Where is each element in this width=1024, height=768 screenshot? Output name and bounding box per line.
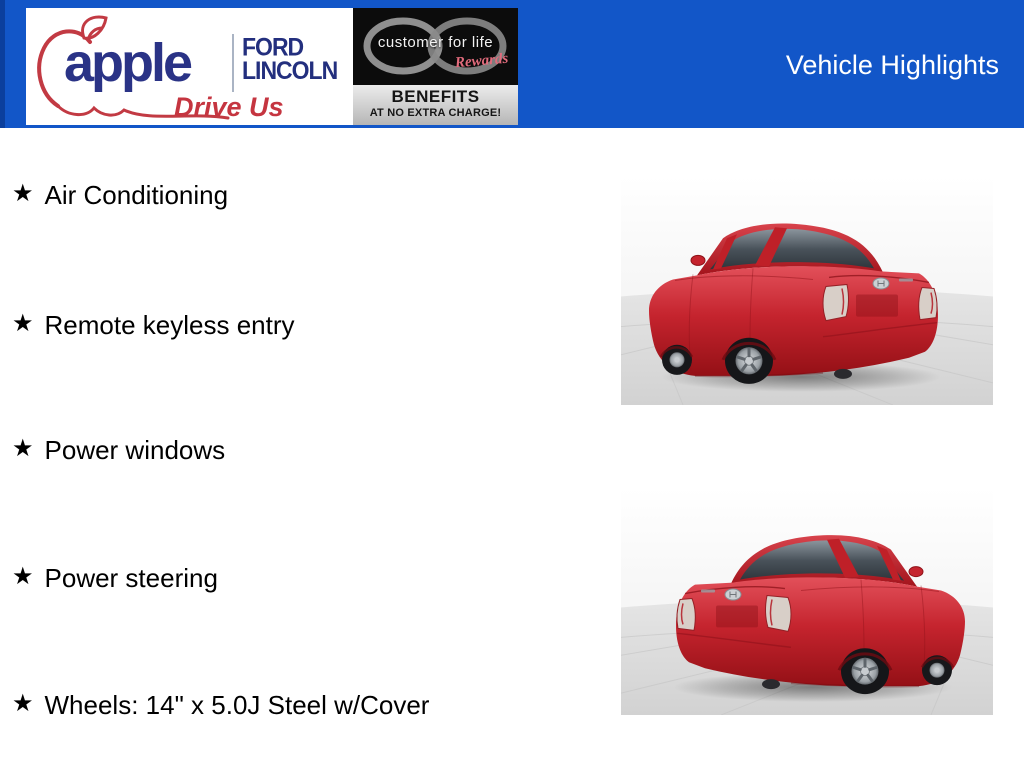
star-icon: ★ — [12, 180, 34, 207]
make-wordmark — [242, 32, 338, 85]
logo-divider — [232, 34, 234, 92]
benefits-label: BENEFITS — [391, 87, 480, 106]
make-line-ford: FORD — [242, 32, 304, 61]
star-icon: ★ — [12, 563, 34, 590]
star-icon: ★ — [12, 435, 34, 462]
highlight-label: Air Conditioning — [44, 179, 229, 210]
make-line-lincoln: LINCOLN — [242, 56, 338, 85]
highlight-item — [12, 688, 429, 722]
highlight-label: Power windows — [44, 434, 226, 465]
highlight-label: Remote keyless entry — [44, 309, 295, 340]
vehicle-photo-rear-driver-side — [621, 176, 993, 405]
customer-for-life-label: customer for life — [377, 34, 494, 51]
page-title: Vehicle Highlights — [785, 50, 999, 80]
vehicle-photo-rear-passenger-side — [621, 488, 993, 715]
highlight-label: Wheels: 14" x 5.0J Steel w/Cover — [44, 689, 430, 720]
header-bar — [0, 0, 1024, 128]
highlight-item — [12, 433, 225, 467]
star-icon: ★ — [12, 310, 34, 337]
highlight-item — [12, 561, 218, 595]
dealer-tagline: Drive Us — [174, 92, 284, 122]
star-icon: ★ — [12, 690, 34, 717]
header-edge-stripe — [0, 0, 5, 128]
benefits-sublabel: AT NO EXTRA CHARGE! — [369, 106, 502, 119]
brand-wordmark: apple — [64, 33, 191, 93]
dealer-logo — [26, 8, 518, 125]
highlight-item — [12, 178, 228, 212]
rewards-script-label: Rewards — [454, 50, 509, 72]
customer-for-life-badge — [353, 8, 518, 85]
rewards-banner — [353, 8, 518, 125]
highlight-label: Power steering — [44, 562, 218, 593]
highlight-item — [12, 308, 295, 342]
benefits-badge — [353, 85, 518, 125]
dealer-logo-main — [26, 8, 353, 125]
